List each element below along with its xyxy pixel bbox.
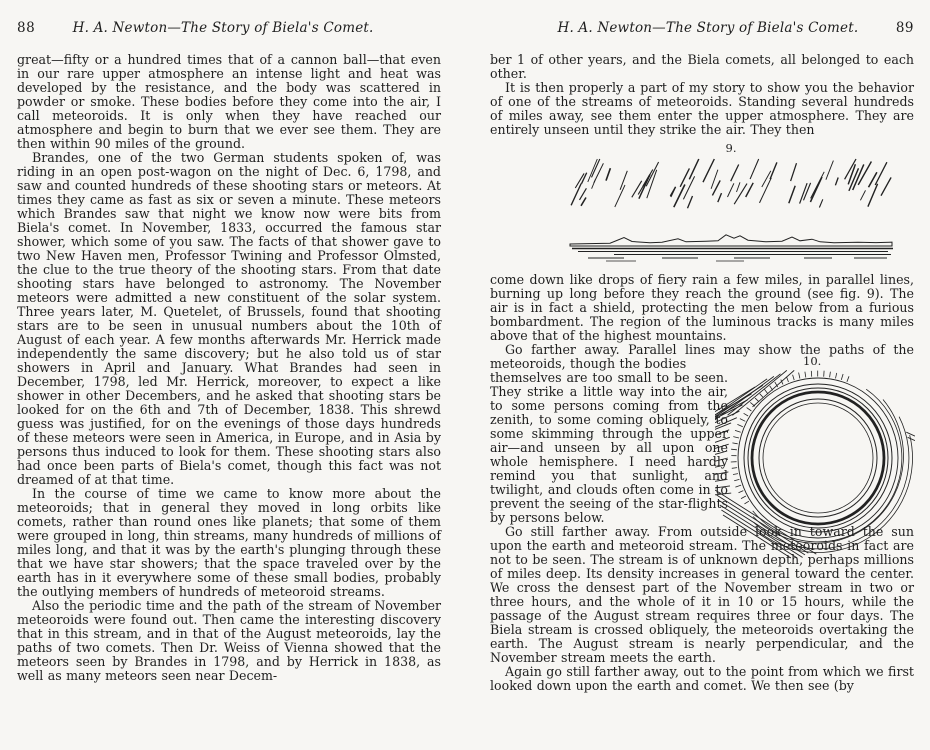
paragraph: It is then properly a part of my story to show you the behavior of one of the streams of meteoroids. Standing several hundreds of miles away, see them enter the upper atmosphere. They are entirely unseen until they strike the air. They then: [490, 80, 914, 137]
figure-9: [566, 142, 896, 267]
figure-10: [715, 355, 915, 564]
figure-9-label: 9.: [725, 141, 737, 155]
running-title: H. A. Newton—The Story of Biela's Comet.: [72, 20, 374, 36]
paragraph: ber 1 of other years, and the Biela comets, all belonged to each other.: [490, 52, 914, 81]
running-title: H. A. Newton—The Story of Biela's Comet.: [557, 20, 859, 36]
paragraph: Go farther away. Parallel lines may show the paths of the meteoroids, though the bodies: [490, 342, 914, 371]
page-number: 88: [17, 20, 36, 36]
meteoroid-stream-around-globe-illustration: [715, 370, 915, 560]
paragraph: Again go still farther away, out to the point from which we first looked down upon the earth and comet. We then see (by: [490, 664, 914, 693]
meteor-shower-illustration: [566, 157, 896, 267]
page-header: [490, 20, 914, 36]
paragraph: In the course of time we came to know more about the meteoroids; that in general they moved in long orbits like comets, rather than round ones like planets; that some of them were grouped in long, thin streams, many hundreds of millions of miles long, and that it was by the earth's plunging through these that we have star showers; that the space traveled over by the earth has in it everywhere some of these small bodies, probably the outlying members of hundreds of meteoroid streams.: [17, 486, 441, 599]
paragraph: come down like drops of fiery rain a few miles, in parallel lines, burning up long before they reach the ground (see fig. 9). The air is in fact a shield, protecting the men below from a furious bombardment. The region of the luminous tracks is many miles above that of the highest mountains.: [490, 272, 914, 343]
paragraph: Also the periodic time and the path of the stream of November meteoroids were found out. Then came the interesting discovery that in this stream, and in that of the August meteoroids, lay the paths of two comets. Then Dr. Weiss of Vienna showed that the meteors seen by Brandes in 1798, and by Herrick in 1838, as well as many meteors seen near Decem-: [17, 598, 441, 683]
paragraph: Brandes, one of the two German students spoken of, was riding in an open post-wagon on the night of Dec. 6, 1798, and saw and counted hundreds of these shooting stars or meteors. At times they came as fast as six or seven a minute. These meteors which Brandes saw that night we know now were bits from Biela's comet. In November, 1833, occurred the famous star shower, which some of you saw. The facts of that shower gave to two New Haven men, Professor Twining and Professor Olmsted, the clue to the true theory of the shooting stars. From that date shooting stars have belonged to astronomy. The November meteors were admitted a new constituent of the solar system. Three years later, M. Quetelet, of Brussels, found that shooting stars are to be seen in unusual numbers about the 10th of August of each year. A few months afterwards Mr. Herrick made independently the same discovery; but he also told us of star showers in April and January. What Brandes had seen in December, 1798, led Mr. Herrick, moreover, to expect a like shower in other Decembers, and he asked that shooting stars be looked for on the 6th and 7th of December, 1838. This shrewd guess was justified, for on the evenings of those days hundreds of these meteors were seen in America, in Europe, and in Asia by persons thus induced to look for them. These shooting stars also had once been parts of Biela's comet, though this fact was not dreamed of at that time.: [17, 150, 441, 487]
paragraph: Go still farther away. From outside look in toward the sun upon the earth and meteoroid stream. The meteoroids in fact are not to be seen. The stream is of unknown depth, perhaps millions of miles deep. Its density increases in general toward the center. We cross the densest part of the November stream in two or three hours, and the whole of it in 10 or 15 hours, while the passage of the August stream requires three or four days. The Biela stream is crossed obliquely, the meteoroids overtaking the earth. The August stream is nearly perpendicular, and the November stream meets the earth.: [490, 524, 914, 665]
page-right: [465, 0, 930, 750]
page-header: [17, 20, 441, 36]
figure-10-label: 10.: [803, 354, 822, 368]
paragraph: themselves are too small to be seen. They strike a little way into the air, to some persons coming from the zenith, to some coming obliquely, to some skimming through the upper air—and unseen by all upon one whole hemisphere. I need hardly remind you that sunlight, and twilight, and clouds often come in to prevent the seeing of the star-flights by persons below.: [490, 370, 728, 525]
page-number: 89: [895, 20, 914, 36]
paragraph: great—fifty or a hundred times that of a cannon ball—that even in our rare upper atmosphere an intense light and heat was developed by the resistance, and the body was scattered in powder or smoke. These bodies before they come into the air, I call meteoroids. It is only when they have reached our atmosphere and begin to burn that we ever see them. They are then within 90 miles of the ground.: [17, 52, 441, 151]
